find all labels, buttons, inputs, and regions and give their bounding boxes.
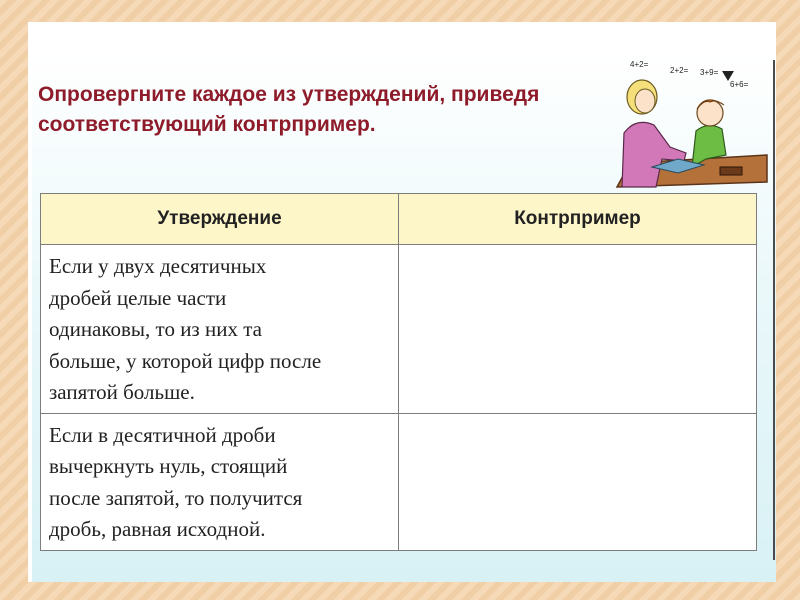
pencil-case-shape	[720, 167, 742, 175]
title-line-2: соответствующий контрпример.	[38, 113, 376, 136]
teacher-helping-student-icon	[612, 55, 772, 190]
statement-line: Если у двух десятичных	[49, 254, 267, 278]
table-row	[41, 245, 757, 414]
statement-cell	[41, 245, 399, 414]
statement-line: одинаковы, то из них та	[49, 317, 262, 341]
divider	[773, 60, 775, 560]
statement-line: Если в десятичной дроби	[49, 422, 276, 447]
formula-1: 4+2=	[630, 60, 649, 69]
formula-2: 2+2=	[670, 66, 689, 75]
statement-line: вычеркнуть нуль, стоящий	[49, 454, 288, 478]
counterexample-cell[interactable]	[399, 413, 757, 550]
statement-line: дробь, равная исходной.	[49, 517, 266, 541]
statement-line: дробей целые части	[49, 285, 227, 310]
statement-line: после запятой, то получится	[49, 485, 303, 510]
statement-line: больше, у которой цифр после	[49, 348, 322, 373]
header-statement: Утверждение	[41, 194, 399, 245]
page-title	[38, 80, 618, 140]
title-line-1: Опровергните каждое из утверждений, приведя	[38, 83, 540, 106]
woman-face-shape	[635, 89, 655, 113]
counterexample-cell[interactable]	[399, 245, 757, 414]
table-row	[41, 413, 757, 550]
formula-4: 6+6=	[730, 80, 749, 89]
table-header-row	[41, 194, 757, 245]
statements-table	[40, 193, 757, 551]
formula-3: 3+9=	[700, 68, 719, 77]
header-counterexample: Контрпример	[399, 194, 757, 245]
statement-line: запятой больше.	[49, 380, 195, 404]
statement-cell	[41, 413, 399, 550]
